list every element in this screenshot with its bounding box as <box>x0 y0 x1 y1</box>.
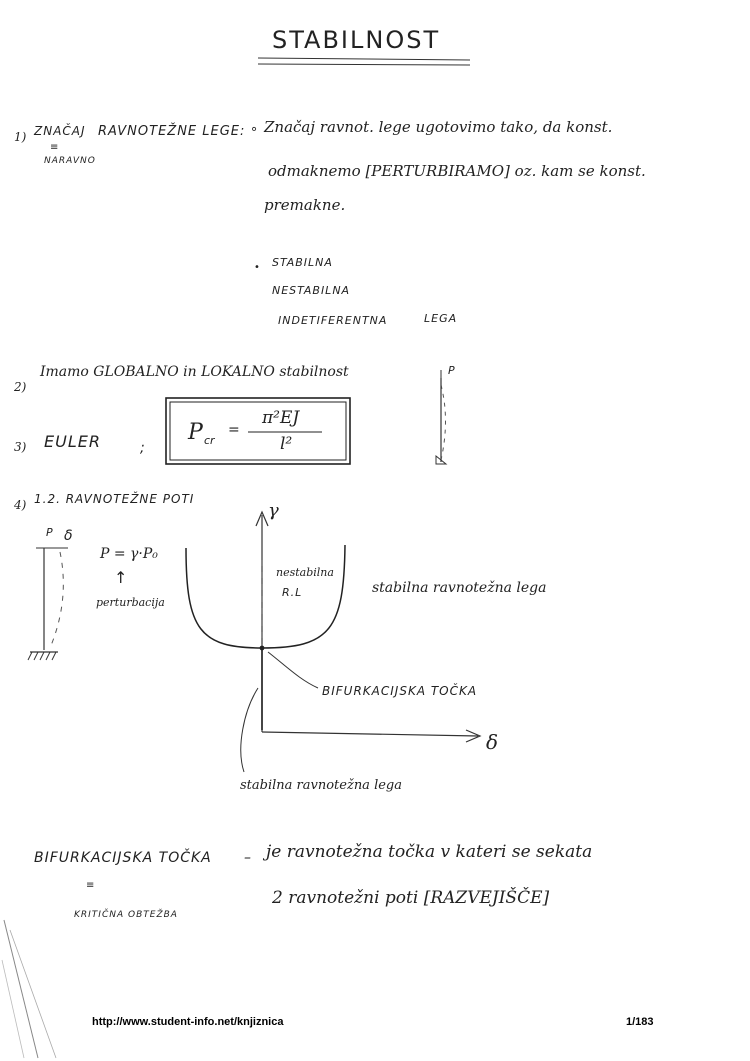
perturbation-label: perturbacija <box>96 596 165 609</box>
item1-bullet: ∘ <box>250 122 259 137</box>
equilibrium-path-u <box>186 545 345 648</box>
list-suffix-lega: LEGA <box>424 312 458 325</box>
unstable-label: nestabilna <box>276 566 334 579</box>
item2-marker: 2) <box>14 380 27 394</box>
title-underline-1 <box>258 58 470 60</box>
item2-load: P <box>448 364 455 377</box>
footer-page-number: 1/183 <box>626 1016 654 1028</box>
formula-p-gamma: P = γ·P₀ <box>100 546 158 562</box>
pointer-stable-bottom <box>241 688 258 772</box>
graph-y-label: γ <box>268 500 279 521</box>
item1-equiv: ≡ <box>50 142 59 153</box>
unstable-label-rl: R.L <box>282 586 303 599</box>
formula-eq: = <box>228 422 240 438</box>
item1-sub: NARAVNO <box>44 156 96 166</box>
formula-denominator: l² <box>280 434 293 454</box>
item1-heading2: RAVNOTEŽNE LEGE: <box>98 124 246 139</box>
margin-line-1 <box>4 920 38 1058</box>
item1-heading: ZNAČAJ <box>34 124 86 138</box>
column-sketch-4-deflection <box>50 552 63 648</box>
formula-lhs-sub: cr <box>204 434 215 447</box>
item2-text: Imamo GLOBALNO in LOKALNO stabilnost <box>40 364 349 380</box>
item1-line2: odmaknemo [PERTURBIRAMO] oz. kam se konst. <box>268 162 646 180</box>
stable-bottom-label: stabilna ravnotežna lega <box>240 778 402 793</box>
formula-numerator: π²EJ <box>262 408 300 428</box>
list-item-stabilna: STABILNA <box>272 256 333 269</box>
definition-dash: – <box>244 850 251 866</box>
definition-term: BIFURKACIJSKA TOČKA <box>34 850 212 866</box>
list-bullet: • <box>254 262 260 273</box>
definition-sub: KRITIČNA OBTEŽBA <box>74 910 178 920</box>
column-sketch-2-deflection <box>441 385 446 460</box>
item4-marker: 4) <box>14 498 27 512</box>
definition-equiv: ≡ <box>86 880 95 891</box>
list-item-indetiferentna: INDETIFERENTNA <box>278 314 388 327</box>
bifurcation-label: BIFURKACIJSKA TOČKA <box>322 684 478 698</box>
definition-line2: 2 ravnotežni poti [RAZVEJIŠČE] <box>272 888 550 908</box>
title-underline-2 <box>258 64 470 65</box>
graph-x-label: δ <box>486 730 499 754</box>
margin-line-3 <box>2 960 24 1058</box>
pointer-bifurcation <box>268 652 318 688</box>
definition-line1: je ravnotežna točka v kateri se sekata <box>266 842 593 862</box>
column-delta-label: δ <box>64 528 73 544</box>
item1-line1: Značaj ravnot. lege ugotovimo tako, da konst. <box>264 118 613 136</box>
page-title: STABILNOST <box>272 26 441 54</box>
stable-path-label: stabilna ravnotežna lega <box>372 580 547 596</box>
graph-x-axis <box>262 732 478 736</box>
column-load-label: P <box>46 526 53 539</box>
item3-marker: 3) <box>14 440 27 454</box>
list-item-nestabilna: NESTABILNA <box>272 284 351 297</box>
bifurcation-point <box>260 646 265 651</box>
euler-label: EULER <box>44 432 101 451</box>
formula-lhs: P <box>188 420 203 445</box>
item1-line3: premakne. <box>264 196 346 214</box>
item1-marker: 1) <box>14 130 27 144</box>
item4-heading: 1.2. RAVNOTEŽNE POTI <box>34 492 195 506</box>
perturbation-arrow: ↑ <box>114 568 128 587</box>
footer-url[interactable]: http://www.student-info.net/knjiznica <box>92 1016 284 1028</box>
euler-sep: ; <box>140 440 145 456</box>
